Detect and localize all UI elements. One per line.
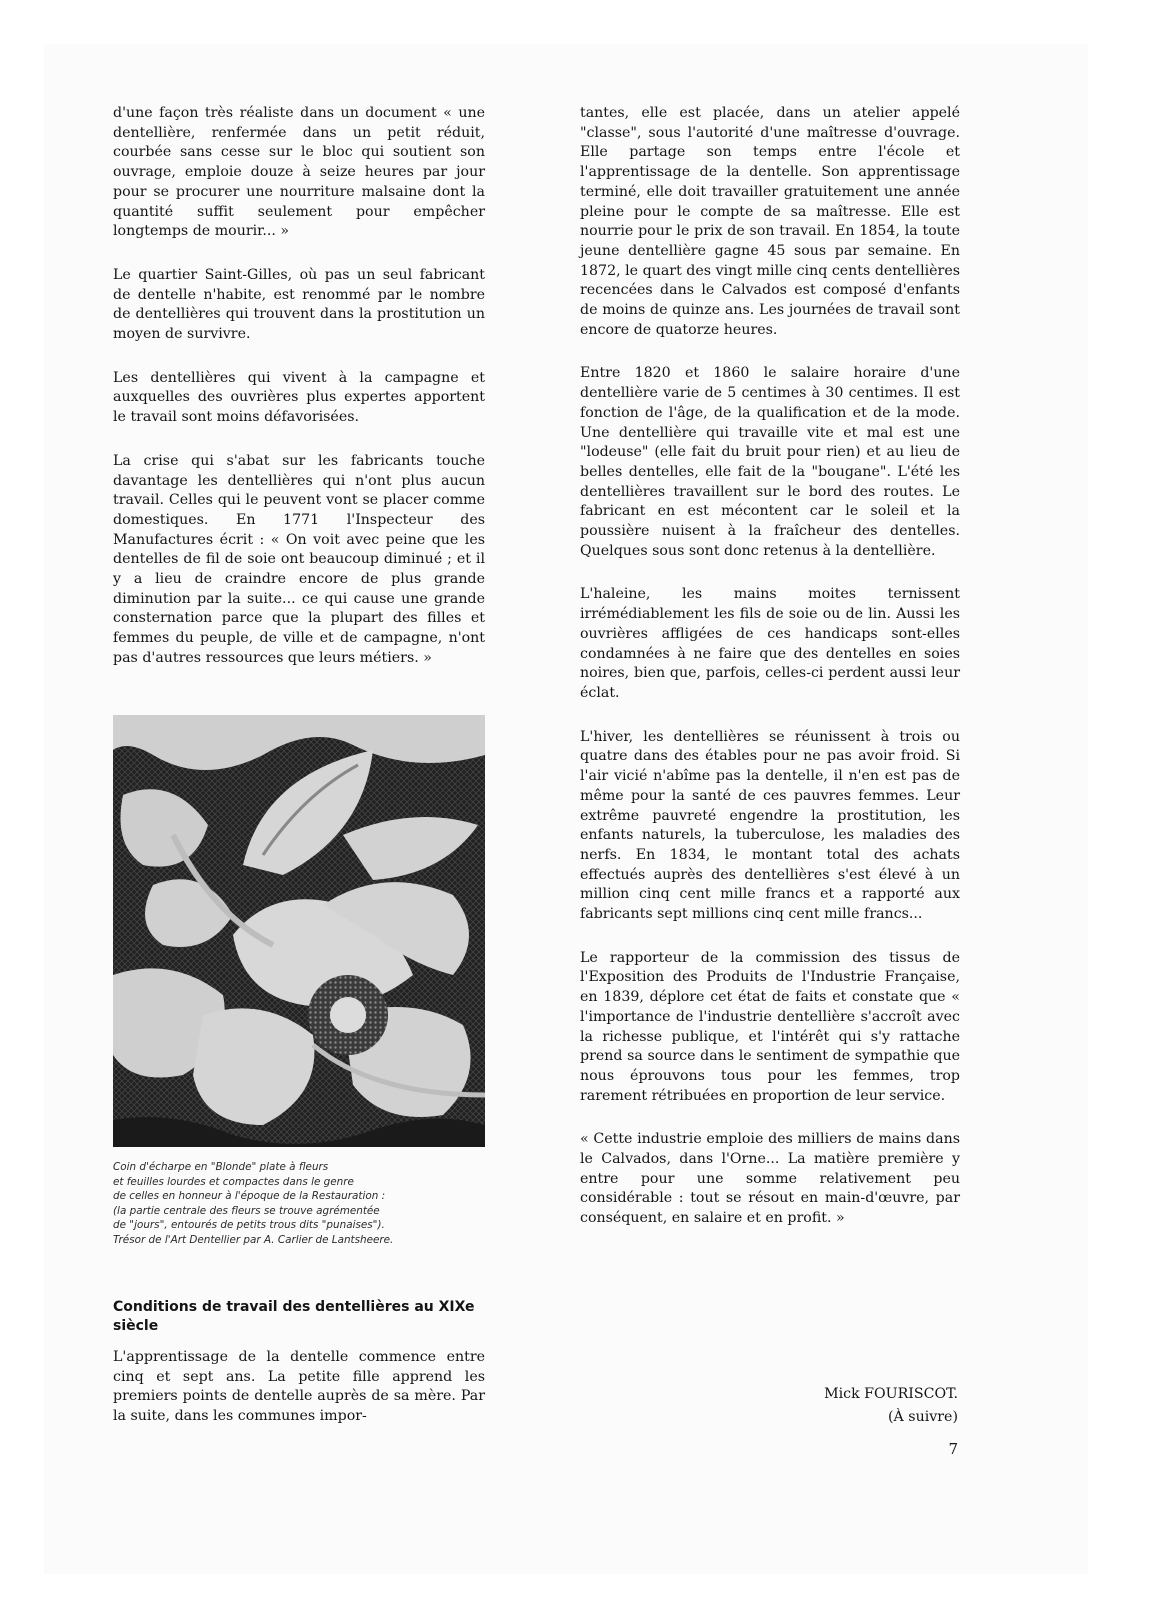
- page-number: 7: [948, 1440, 958, 1458]
- caption-line: Trésor de l'Art Dentellier par A. Carlier de Lantsheere.: [113, 1233, 394, 1246]
- right-paragraph-2: Entre 1820 et 1860 le salaire horaire d'une dentellière varie de 5 centimes à 30 centimes. Il est fonction de l'âge, de la qualification et de la mode. Une dentellière qui travaille vite et mal est une "lodeuse" (elle fait du bruit pour rien) et au lieu de belles dentelles, elle fait de la "bougane". L'été les dentellières travaillent sur le bord des routes. Le fabricant en est mécontent car le soleil et la poussière nuisent à la fraîcheur des dentelles. Quelques sous sont donc retenus à la dentellière.: [580, 365, 960, 559]
- right-paragraph-6: « Cette industrie emploie des milliers de mains dans le Calvados, dans l'Orne... La matière première y entre pour une somme relativement peu considérable : tout se résout en main-d'œuvre, par conséquent, en salaire et en profit. »: [580, 1131, 960, 1227]
- caption-line: de celles en honneur à l'époque de la Restauration :: [113, 1190, 386, 1203]
- caption-line: de "jours", entourés de petits trous dits "punaises").: [113, 1219, 385, 1232]
- right-paragraph-3: L'haleine, les mains moites ternissent irrémédiablement les fils de soie ou de lin. Aussi les ouvrières affligées de ces handicaps sont-elles condamnées à ne faire que des dentelles en soies noires, bien que, parfois, celles-ci perdent aussi leur éclat.: [580, 586, 960, 701]
- section-body: [113, 1348, 485, 1451]
- caption-line: Coin d'écharpe en "Blonde" plate à fleurs: [113, 1161, 329, 1173]
- right-column: [580, 104, 960, 1253]
- article-signature: [580, 1383, 958, 1429]
- left-paragraph-3: Les dentellières qui vivent à la campagne et auxquelles des ouvrières plus expertes apportent le travail sont moins défavorisées.: [113, 369, 485, 426]
- right-paragraph-5: Le rapporteur de la commission des tissus de l'Exposition des Produits de l'Industrie Française, en 1839, déplore cet état de faits et constate que « l'importance de l'industrie dentellière s'accroît avec la richesse publique, et l'intérêt qui s'y rattache prend sa source dans le sentiment de sympathie que nous éprouvons tous pour les femmes, trop rarement rétribuées en proportion de leur service.: [580, 949, 960, 1104]
- left-paragraph-2: Le quartier Saint-Gilles, où pas un seul fabricant de dentelle n'habite, est renommé par le nombre de dentellières qui trouvent dans la prostitution un moyen de survivre.: [113, 266, 485, 343]
- continued-note: (À suivre): [888, 1409, 958, 1425]
- section-heading: Conditions de travail des dentellières au XIXe siècle: [113, 1299, 475, 1334]
- lace-photograph: [113, 715, 485, 1147]
- figure-caption: [113, 1160, 485, 1248]
- caption-line: et feuilles lourdes et compactes dans le genre: [113, 1175, 354, 1188]
- left-paragraph-1: d'une façon très réaliste dans un document « une dentellière, renfermée dans un petit réduit, courbée sans cesse sur le bloc qui soutient son ouvrage, emploie douze à seize heures par jour pour se procurer une nourriture malsaine dont la quantité suffit seulement pour empêcher longtemps de mourir... »: [113, 105, 485, 240]
- left-column: [113, 104, 485, 693]
- right-paragraph-4: L'hiver, les dentellières se réunissent à trois ou quatre dans des étables pour ne pas avoir froid. Si l'air vicié n'abîme pas la dentelle, il n'en est pas de même pour la santé de ces pauvres femmes. Leur extrême pauvreté engendre la prostitution, les enfants naturels, la tuberculose, les maladies des nerfs. En 1834, le montant total des achats effectués auprès des dentellières s'est élevé à un million cinq cent mille francs et a rapporté aux fabricants sept millions cinq cent mille francs...: [580, 728, 960, 923]
- lace-illustration: [113, 715, 485, 1147]
- right-paragraph-1: tantes, elle est placée, dans un atelier appelé "classe", sous l'autorité d'une maîtresse d'ouvrage. Elle partage son temps entre l'école et l'apprentissage de la dentelle. Son apprentissage terminé, elle doit travailler gratuitement une année pleine pour le compte de sa maîtresse. Elle est nourrie pour le prix de son travail. En 1854, la toute jeune dentellière gagne 45 sous par semaine. En 1872, le quart des vingt mille cinq cents dentellières recencées dans le Calvados est composé d'enfants de moins de quinze ans. Les journées de travail sont encore de quatorze heures.: [580, 105, 960, 338]
- left-paragraph-4: La crise qui s'abat sur les fabricants touche davantage les dentellières qui n'ont plus aucun travail. Celles qui le peuvent vont se placer comme domestiques. En 1771 l'Inspecteur des Manufactures écrit : « On voit avec peine que les dentelles de fil de soie ont beaucoup diminué ; et il y a lieu de craindre encore de plus grande diminution par la suite... ce qui cause une grande consternation parce que la plupart des filles et femmes du peuple, de ville et de campagne, n'ont pas d'autres ressources que leurs métiers. »: [113, 452, 485, 666]
- caption-line: (la partie centrale des fleurs se trouve agrémentée: [113, 1204, 380, 1217]
- section-paragraph: L'apprentissage de la dentelle commence entre cinq et sept ans. La petite fille apprend les premiers points de dentelle auprès de sa mère. Par la suite, dans les communes impor-: [113, 1349, 485, 1425]
- author-name: Mick FOURISCOT.: [824, 1386, 958, 1402]
